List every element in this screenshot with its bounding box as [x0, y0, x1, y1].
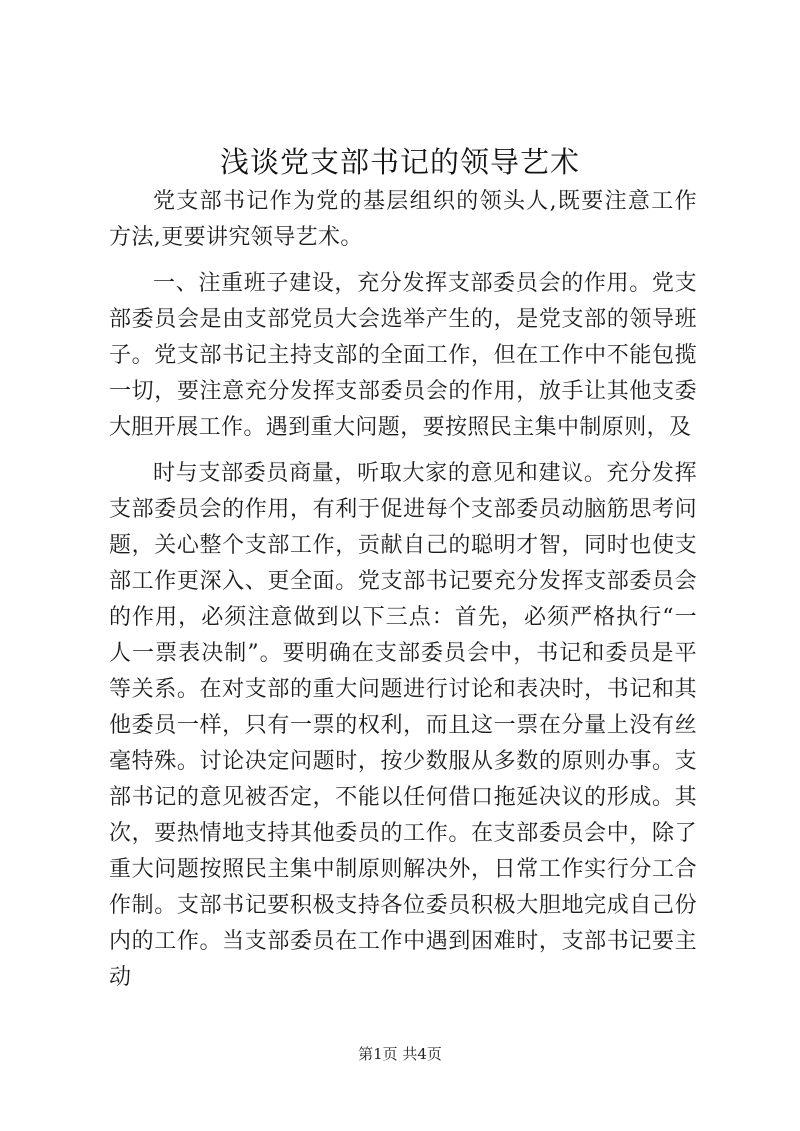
paragraph-intro: 党支部书记作为党的基层组织的领头人,既要注意工作方法,更要讲究领导艺术。 — [109, 189, 697, 250]
paragraph-section-one: 一、注重班子建设，充分发挥支部委员会的作用。党支部委员会是由支部党员大会选举产生的，是党支部的领导班子。党支部书记主持支部的全面工作，但在工作中不能包揽一切，要注意充分发挥支部委员会的作用，放手让其他支委大胆开展工作。遇到重大问题，要按照民主集中制原则，及 — [109, 271, 697, 440]
document-body — [109, 184, 697, 996]
document-title: 浅谈党支部书记的领导艺术 — [219, 145, 580, 179]
paragraph-continuation: 时与支部委员商量，听取大家的意见和建议。充分发挥支部委员会的作用，有利于促进每个支部委员动脑筋思考问题，关心整个支部工作，贡献自己的聪明才智，同时也使支部工作更深入、更全面。党支部书记要充分发挥支部委员会的作用，必须注意做到以下三点：首先，必须严格执行“一人一票表决制”。要明确在支部委员会中，书记和委员是平等关系。在对支部的重大问题进行讨论和表决时，书记和其他委员一样，只有一票的权利，而且这一票在分量上没有丝毫特殊。讨论决定问题时，按少数服从多数的原则办事。支部书记的意见被否定，不能以任何借口拖延决议的形成。其次，要热情地支持其他委员的工作。在支部委员会中，除了重大问题按照民主集中制原则解决外，日常工作实行分工合作制。支部书记要积极支持各位委员积极大胆地完成自己份内的工作。当支部委员在工作中遇到困难时，支部书记要主动 — [109, 461, 697, 990]
page-footer: 第1页 共4页 — [358, 1045, 442, 1063]
